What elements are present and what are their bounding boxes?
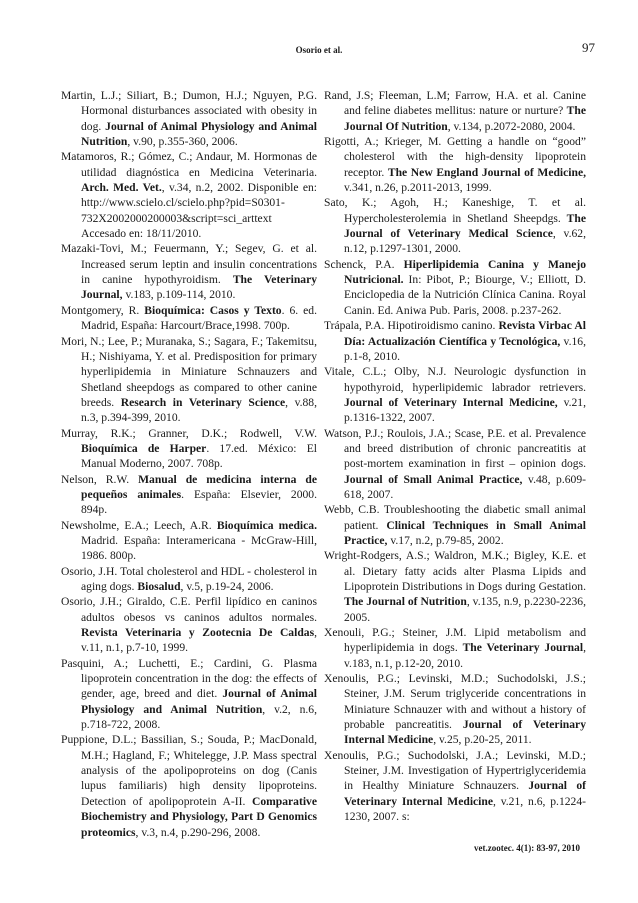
reference-text: Wright-Rodgers, A.S.; Waldron, M.K.; Bigley, K.E. et al. Dietary fatty acids alter Plasma Lipids and Lipoprotein Distributions in Dogs during Gestation. [324, 549, 586, 593]
reference-entry [61, 594, 317, 655]
reference-text: v.16, p.1-8, 2010. [344, 334, 586, 363]
reference-text: Mazaki-Tovi, M.; Feuermann, Y.; Segev, G. et al. Increased serum leptin and insulin concentrations in canine hypothyroidism. [61, 242, 317, 287]
reference-text: , v.88, n.3, p.394-399, 2010. [81, 395, 318, 425]
reference-text: , v.5, p.19-24, 2006. [180, 580, 274, 593]
reference-text: Murray, R.K.; Granner, D.K.; Rodwell, V.W. [61, 426, 317, 440]
reference-journal-title: Clinical Techniques in Small Animal Practice, [344, 518, 586, 547]
reference-entry [324, 364, 586, 425]
reference-text: Mori, N.; Lee, P.; Muranaka, S.; Sagara, F.; Takemitsu, H.; Nishiyama, Y. et al. Predisposition for primary hyperlipidemia in Miniature Schnauzers and Shetland sheepdogs as compared to other canine breeds. [61, 334, 317, 409]
reference-journal-title: Bioquímica medica. [216, 518, 317, 532]
reference-journal-title: Journal of Animal Physiology and Animal Nutrition [81, 119, 317, 149]
reference-text: Newsholme, E.A.; Leech, A.R. [61, 518, 217, 532]
reference-entry [324, 502, 586, 548]
reference-text: Rand, J.S; Fleeman, L.M; Farrow, H.A. et al. Canine and feline diabetes mellitus: nature or nurture? [324, 89, 586, 118]
reference-entry [324, 318, 586, 364]
reference-text: Watson, P.J.; Roulois, J.A.; Scase, P.E. et al. Prevalence and breed distribution of chronic pancreatitis at post-mortem examination in first – opinion dogs. [324, 426, 586, 471]
reference-text: , v.183, n.1, p.12-20, 2010. [344, 641, 586, 670]
running-header-author: Osorio et al. [295, 45, 343, 55]
journal-citation-footer: vet.zootec. 4(1): 83-97, 2010 [474, 843, 580, 853]
reference-text: Trápala, P.A. Hipotiroidismo canino. [324, 319, 499, 333]
reference-text: , v.21, n.6, p.1224-1230, 2007. s: [344, 794, 586, 824]
reference-journal-title: Journal of Animal Physiology and Animal Nutrition [81, 687, 317, 716]
reference-entry [324, 257, 586, 318]
reference-journal-title: Comparative Biochemistry and Physiology, Part D Genomics proteomics [81, 794, 317, 839]
reference-entry [61, 564, 317, 595]
reference-entry [61, 472, 317, 518]
reference-journal-title: Bioquímica de Harper [81, 441, 207, 455]
reference-entry [324, 88, 586, 134]
references-right-column [324, 88, 586, 825]
reference-text: In: Pibot, P.; Biourge, V.; Elliott, D. Enciclopedia de la Nutrición Clínica Canina. Royal Canin. Ed. Aniwa Pub. Paris, 2008. p.237-262. [344, 273, 586, 317]
reference-text: , v.62, n.12, p.1297-1301, 2000. [344, 227, 586, 256]
reference-text: Schenck, P.A. [324, 257, 404, 271]
reference-entry [61, 426, 317, 472]
reference-text: Rigotti, A.; Krieger, M. Getting a handle on “good” cholesterol with the high-density lipoprotein receptor. [324, 135, 586, 179]
reference-text: , v.2, n.6, p.718-722, 2008. [81, 702, 317, 732]
reference-entry [324, 671, 586, 748]
reference-text: . 17.ed. México: El Manual Moderno, 2007. 708p. [81, 441, 318, 471]
reference-journal-title: Journal of Small Animal Practice, [344, 472, 523, 486]
reference-journal-title: Hiperlipidemia Canina y Manejo Nutricional. [344, 257, 586, 287]
reference-text: , v.3, n.4, p.290-296, 2008. [135, 825, 261, 839]
reference-text: Osorio, J.H. Total cholesterol and HDL - cholesterol in aging dogs. [61, 564, 317, 593]
reference-text: . España: Elsevier, 2000. 894p. [81, 487, 317, 517]
reference-entry [324, 134, 586, 195]
reference-entry [324, 548, 586, 625]
reference-text: Webb, C.B. Troubleshooting the diabetic small animal patient. [324, 503, 586, 532]
reference-journal-title: Bioquímica: Casos y Texto [144, 303, 282, 317]
reference-journal-title: Manual de medicina interna de pequeños animales [81, 472, 317, 501]
reference-text: Xenoulis, P.G.; Levinski, M.D.; Suchodolski, J.S.; Steiner, J.M. Serum triglyceride concentrations in Miniature Schnauzer with and without a history of probable pancreatitis. [324, 672, 586, 732]
reference-journal-title: The Journal of Nutrition [344, 595, 467, 609]
reference-text: , v.134, p.2072-2080, 2004. [447, 119, 576, 133]
reference-entry [324, 195, 586, 256]
reference-text: v.21, p.1316-1322, 2007. [344, 395, 587, 425]
reference-entry [324, 625, 586, 671]
reference-text: Osorio, J.H.; Giraldo, C.E. Perfil lipídico en caninos adultos obesos vs caninos adultos normales. [61, 595, 317, 624]
reference-text: , v.135, n.9, p.2230-2236, 2005. [344, 595, 586, 624]
reference-entry [324, 748, 586, 825]
reference-journal-title: Journal of Veterinary Internal Medicine, [344, 395, 558, 409]
reference-journal-title: The New England Journal of Medicine, [387, 165, 586, 179]
reference-text: , v.11, n.1, p.7-10, 1999. [81, 626, 317, 655]
page-number: 97 [582, 40, 595, 55]
reference-text: Martin, L.J.; Siliart, B.; Dumon, H.J.; Nguyen, P.G. Hormonal disturbances associated with obesity in dog. [61, 89, 317, 133]
reference-text: , v.25, p.20-25, 2011. [433, 733, 532, 747]
reference-text: Xenoulis, P.G.; Suchodolski, J.A.; Levinski, M.D.; Steiner, J.M. Investigation of Hypertriglyceridemia in Healthy Miniature Schnauzers. [324, 748, 586, 793]
reference-entry [61, 732, 317, 839]
reference-text: v.17, n.2, p.79-85, 2002. [387, 533, 504, 547]
reference-journal-title: Research in Veterinary Science [120, 395, 286, 409]
references-left-column [61, 88, 317, 840]
reference-journal-title: Biosalud [137, 580, 181, 593]
reference-entry [61, 149, 317, 241]
reference-entry [324, 426, 586, 503]
reference-text: Sato, K.; Agoh, H.; Kaneshige, T. et al. Hypercholesterolemia in Shetland Sheepdgs. [324, 196, 586, 225]
reference-text: Nelson, R.W. [61, 472, 139, 486]
reference-journal-title: The Veterinary Journal, [81, 273, 318, 302]
reference-journal-title: Revista Veterinaria y Zootecnia De Caldas [81, 626, 315, 640]
reference-text: v.183, p.109-114, 2010. [122, 288, 236, 302]
reference-entry [61, 241, 317, 302]
reference-journal-title: Journal of Veterinary Internal Medicine [344, 779, 586, 808]
reference-text: , v.34, n.2, 2002. Disponible en: http://www.scielo.cl/scielo.php?pid=S0301-732X2002000200003&script=sci_arttext Accesado en: 18/11/2010. [81, 181, 317, 241]
reference-entry [61, 303, 317, 334]
reference-text: , v.90, p.355-360, 2006. [127, 135, 238, 149]
reference-journal-title: The Journal Of Nutrition [344, 104, 586, 133]
reference-text: v.48, p.609-618, 2007. [344, 472, 586, 501]
reference-text: Montgomery, R. [61, 303, 145, 317]
reference-text: Matamoros, R.; Gómez, C.; Andaur, M. Hormonas de utilidad diagnóstica en Medicina Veterinaria. [61, 150, 317, 179]
reference-journal-title: Journal of Veterinary Internal Medicine [344, 718, 586, 747]
reference-text: Vitale, C.L.; Olby, N.J. Neurologic dysfunction in hypothyroid, hyperlipidemic labrador retrievers. [324, 365, 586, 394]
reference-journal-title: The Veterinary Journal [462, 641, 584, 655]
reference-text: Xenouli, P.G.; Steiner, J.M. Lipid metabolism and hyperlipidemia in dogs. [324, 626, 586, 655]
reference-journal-title: The Journal of Veterinary Medical Science [344, 211, 586, 241]
reference-entry [61, 656, 317, 733]
reference-text: Pasquini, A.; Luchetti, E.; Cardini, G. Plasma lipoprotein concentration in the dog: the effects of gender, age, breed and diet. [61, 656, 317, 701]
reference-entry [61, 518, 317, 564]
reference-journal-title: Arch. Med. Vet. [81, 181, 162, 195]
reference-entry [61, 88, 317, 149]
reference-text: . 6. ed. Madrid, España: Harcourt/Brace,1998. 700p. [81, 303, 317, 333]
reference-text: Puppione, D.L.; Bassilian, S.; Souda, P.; MacDonald, M.H.; Hagland, F.; Whitelegge, J.P. Mass spectral analysis of the apolipoproteins on dog (Canis lupus familiaris) high density lipoproteins. Detection of apolipoprotein A-II. [61, 733, 317, 808]
reference-text: Madrid. España: Interamericana - McGraw-Hill, 1986. 800p. [81, 533, 317, 563]
reference-journal-title: Revista Virbac Al Día: Actualización Científica y Tecnológica, [344, 319, 586, 348]
reference-text: v.341, n.26, p.2011-2013, 1999. [344, 181, 492, 195]
reference-entry [61, 334, 317, 426]
